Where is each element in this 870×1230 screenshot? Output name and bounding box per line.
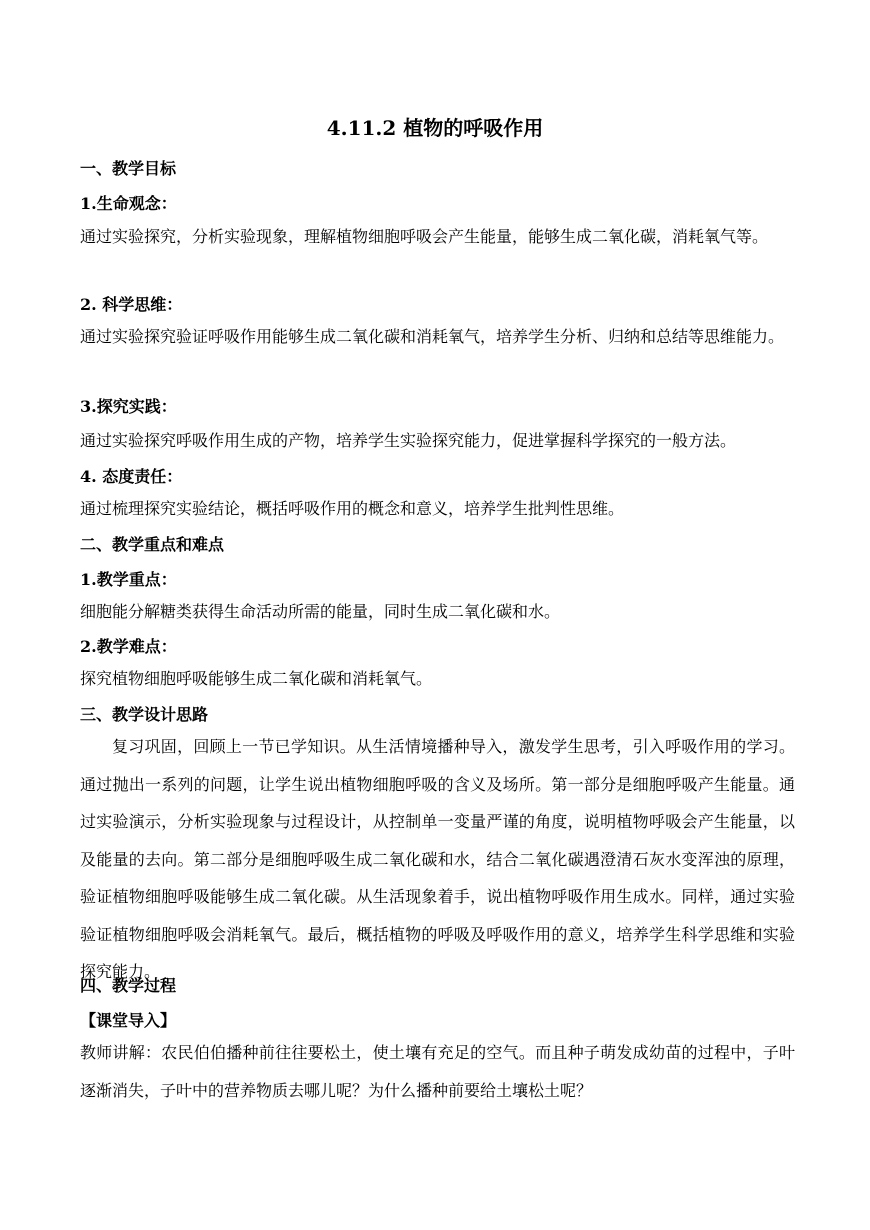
paragraph-key-point: 细胞能分解糖类获得生命活动所需的能量，同时生成二氧化碳和水。 [80, 602, 561, 621]
paragraph-attitude: 通过梳理探究实验结论，概括呼吸作用的概念和意义，培养学生批判性思维。 [80, 499, 625, 518]
section-heading-design: 三、教学设计思路 [80, 705, 209, 724]
subheading-difficulty: 2.教学难点： [80, 637, 177, 656]
paragraph-class-intro: 教师讲解：农民伯伯播种前往往要松土，使土壤有充足的空气。而且种子萌发成幼苗的过程中，子叶逐渐消失，子叶中的营养物质去哪儿呢？为什么播种前要给土壤松土呢？ [80, 1043, 795, 1100]
section-heading-process: 四、教学过程 [80, 976, 177, 995]
paragraph-life-concept: 通过实验探究，分析实验现象，理解植物细胞呼吸会产生能量，能够生成二氧化碳，消耗氧气等。 [80, 227, 769, 246]
section-heading-objectives: 一、教学目标 [80, 159, 177, 178]
subheading-key-point: 1.教学重点： [80, 570, 177, 589]
paragraph-design: 复习巩固，回顾上一节已学知识。从生活情境播种导入，激发学生思考，引入呼吸作用的学习。通过抛出一系列的问题，让学生说出植物细胞呼吸的含义及场所。第一部分是细胞呼吸产生能量。通过实验演示，分析实验现象与过程设计，从控制单一变量严谨的角度，说明植物呼吸会产生能量，以及能量的去向。第二部分是细胞呼吸生成二氧化碳和水，结合二氧化碳遇澄清石灰水变浑浊的原理，验证植物细胞呼吸能够生成二氧化碳。从生活现象着手，说出植物呼吸作用生成水。同样，通过实验验证植物细胞呼吸会消耗氧气。最后，概括植物的呼吸及呼吸作用的意义，培养学生科学思维和实验探究能力。 [80, 737, 795, 981]
subheading-attitude: 4. 态度责任： [80, 467, 183, 486]
section-heading-key-points: 二、教学重点和难点 [80, 535, 225, 554]
subheading-class-intro: 【课堂导入】 [80, 1011, 177, 1030]
subheading-life-concept: 1.生命观念： [80, 194, 177, 213]
paragraph-difficulty: 探究植物细胞呼吸能够生成二氧化碳和消耗氧气。 [80, 669, 433, 688]
document-title: 4.11.2 植物的呼吸作用 [326, 116, 544, 140]
paragraph-scientific-thinking: 通过实验探究验证呼吸作用能够生成二氧化碳和消耗氧气，培养学生分析、归纳和总结等思维能力。 [80, 327, 785, 346]
paragraph-inquiry-practice: 通过实验探究呼吸作用生成的产物，培养学生实验探究能力，促进掌握科学探究的一般方法。 [80, 431, 737, 450]
subheading-inquiry-practice: 3.探究实践： [80, 397, 177, 416]
subheading-scientific-thinking: 2. 科学思维： [80, 295, 183, 314]
